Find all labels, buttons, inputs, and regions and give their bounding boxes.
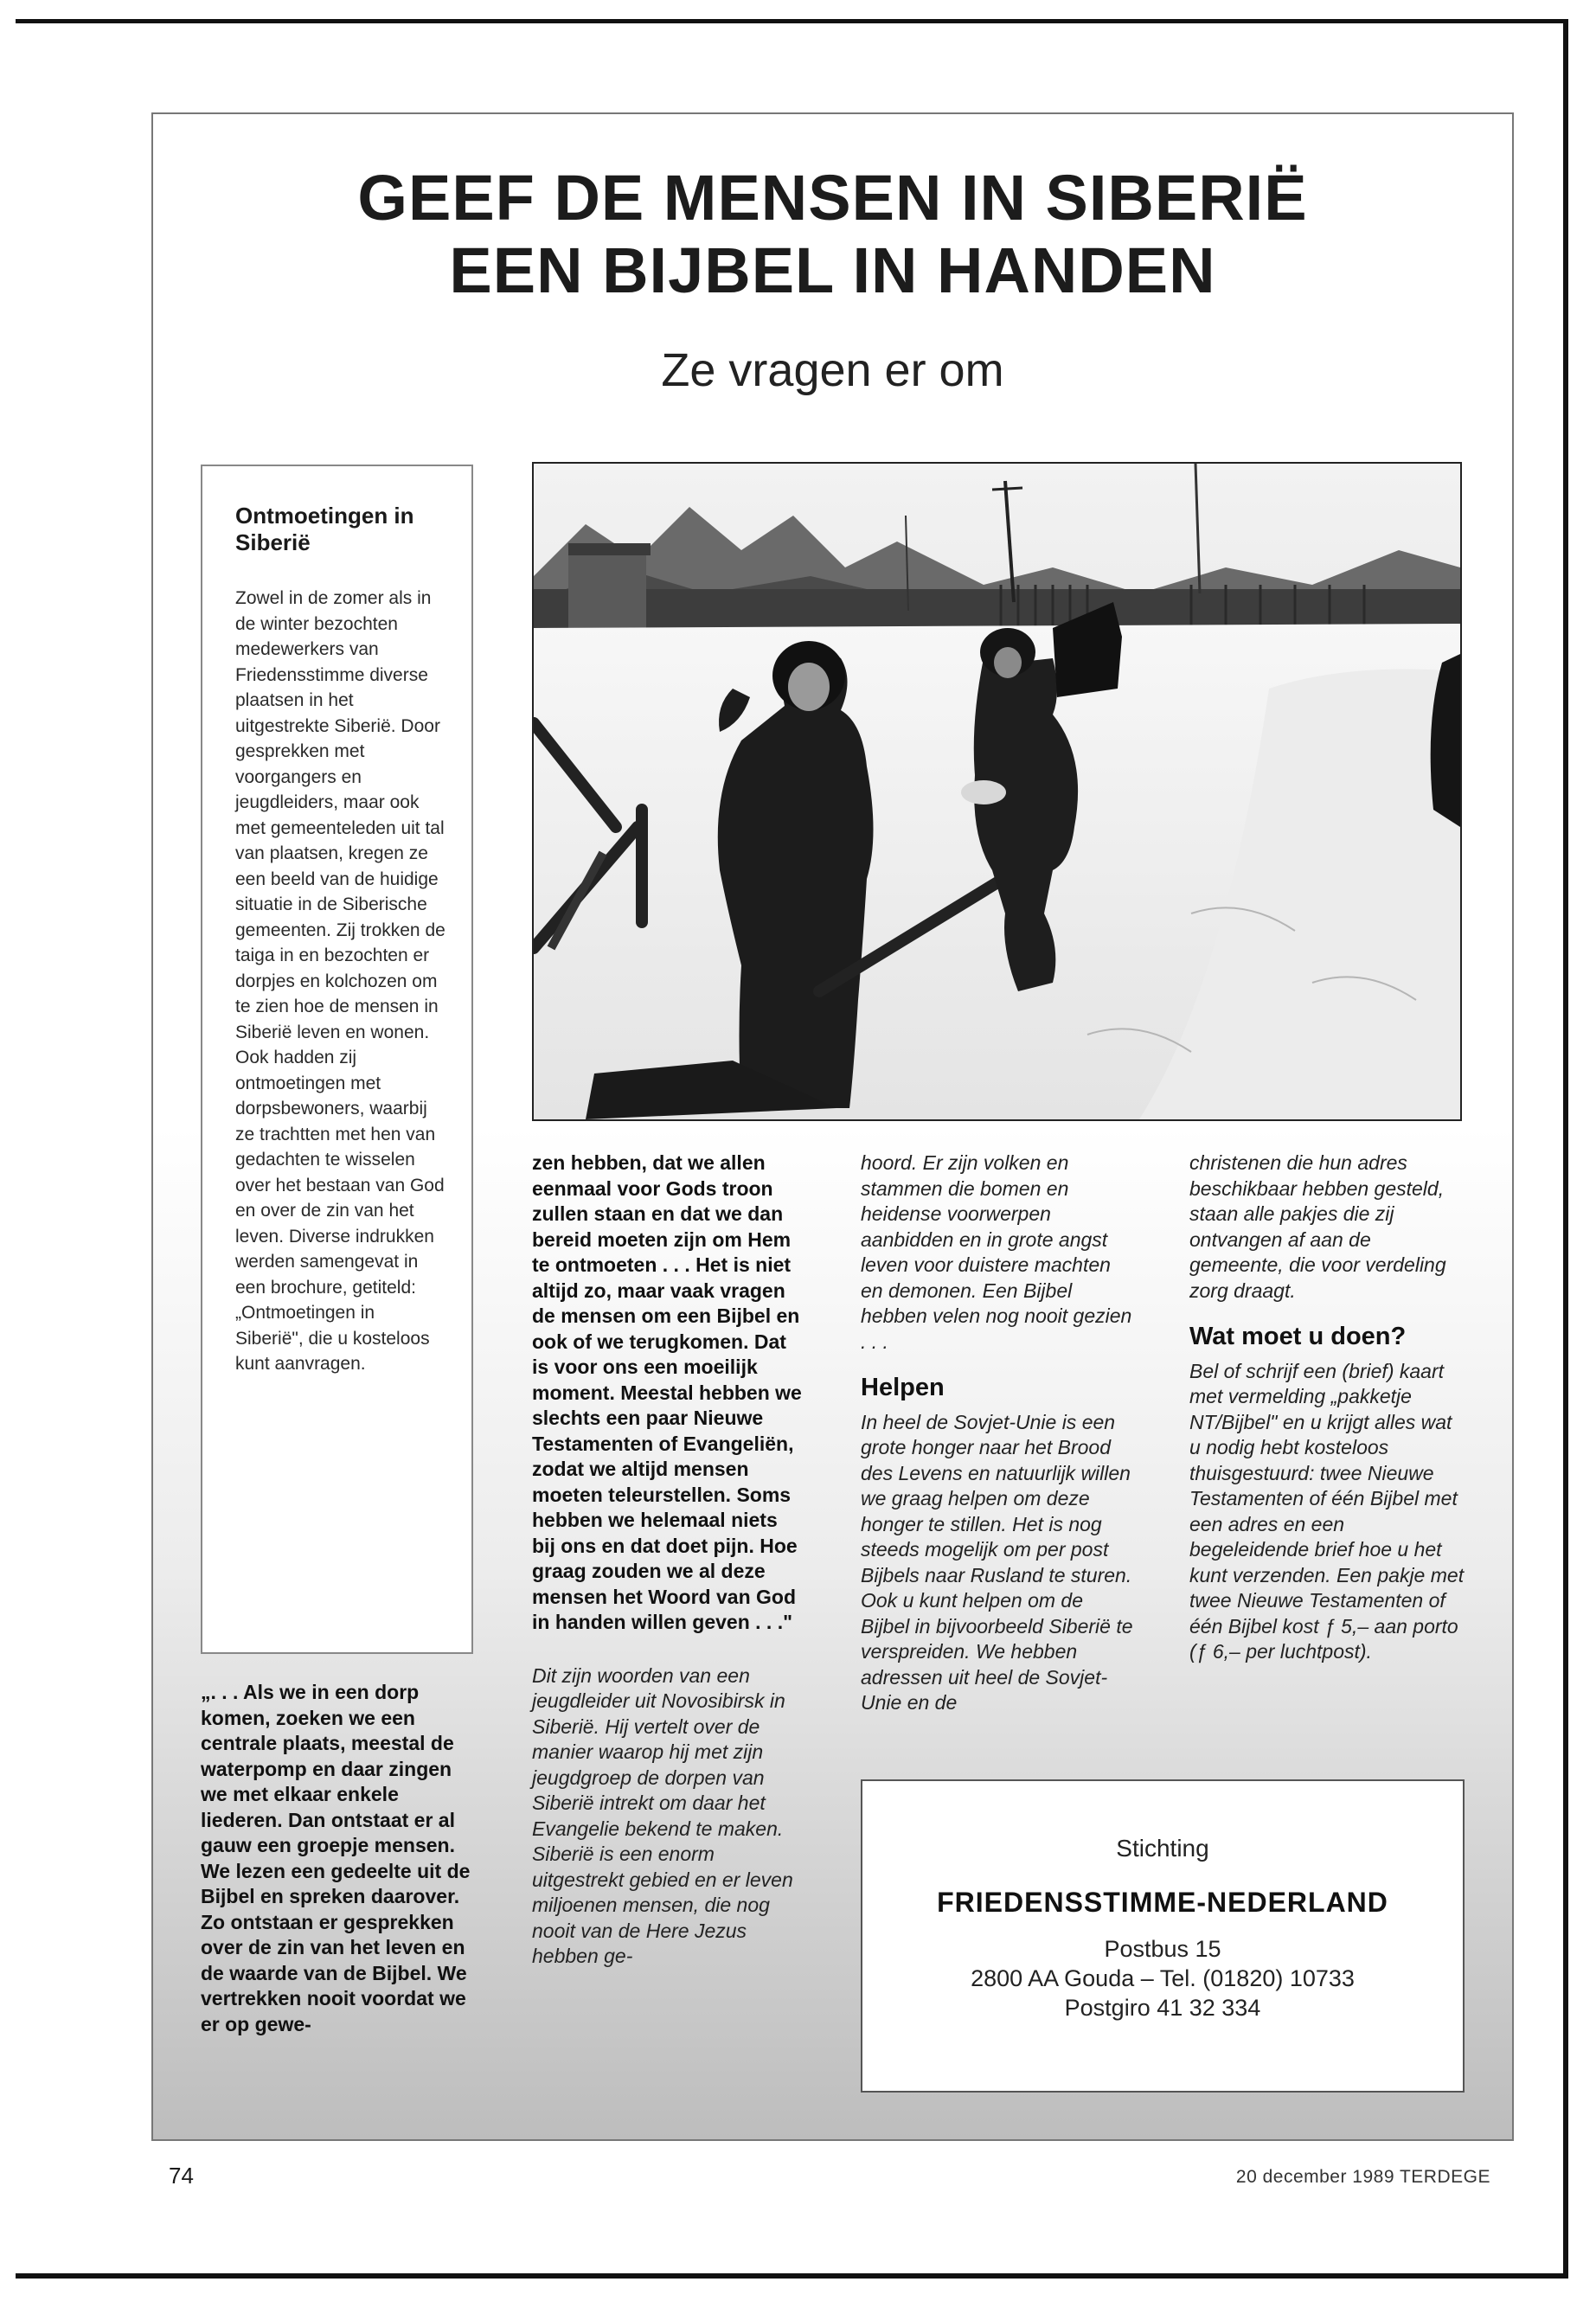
article-frame <box>151 112 1514 2141</box>
headline-line-1: GEEF DE MENSEN IN SIBERIË <box>357 162 1308 234</box>
address-org-name: FRIEDENSSTIMME-NEDERLAND <box>937 1887 1388 1918</box>
intro-italic: Dit zijn woorden van een jeugdleider uit Novosibirsk in Siberië. Hij vertelt over de manier waarop hij met zijn jeugdgroep de dorpen van Siberië intrekt om daar het Evangelie bekend te maken. Siberië is een enorm uitgestrekt gebied en er leven miljoenen mensen, die nog nooit van de Here Jezus hebben ge- <box>532 1663 793 1967</box>
sidebar-title: Ontmoetingen in Siberië <box>235 503 414 555</box>
quote-part-2: zen hebben, dat we allen eenmaal voor Gods troon zullen staan en dat we dan bereid moeten zijn om Hem te ontmoeten . . . Het is niet altijd zo, maar vaak vragen de mensen om een Bijbel en ook of we terugkomen. Dat is voor ons een moeilijk moment. Meestal hebben we slechts een paar Nieuwe Testamenten of Evangeliën, zodat we altijd mensen moeten teleurstellen. Soms hebben we helemaal niets bij ons en dat doet pijn. Hoe graag zouden we al deze mensen het Woord van God in handen willen geven . . ." <box>532 1151 802 1633</box>
headline <box>153 162 1512 307</box>
helpen-body: In heel de Sovjet-Unie is een grote honger naar het Brood des Levens en natuurlijk willen we graag helpen om deze honger te stillen. Het is nog steeds mogelijk om per post Bijbels naar Rusland te sturen. Ook u kunt helpen om de Bijbel in bijvoorbeeld Siberië te verspreiden. We hebben adressen uit heel de Sovjet-Unie en de <box>861 1410 1133 1714</box>
photo-children-in-snow <box>532 462 1462 1121</box>
headline-line-2: EEN BIJBEL IN HANDEN <box>449 234 1216 306</box>
page-number: 74 <box>169 2163 194 2189</box>
address-stichting: Stichting <box>1116 1835 1209 1862</box>
quote-part-1: „. . . Als we in een dorp komen, zoeken we een centrale plaats, meestal de waterpomp en daar zingen we met elkaar enkele liederen. Dan ontstaat er al gauw een groepje mensen. We lezen een gedeelte uit de Bijbel en spreken daarover. Zo ontstaan er gesprekken over de zin van het leven en de waarde van de Bijbel. We vertrekken nooit voordat we er op gewe- <box>201 1681 471 2035</box>
column-4-top: christenen die hun adres beschikbaar hebben gesteld, staan alle pakjes die zij ontvangen af aan de gemeente, die voor verdeling zorg draagt. <box>1189 1151 1446 1302</box>
publication-line: 20 december 1989 TERDEGE <box>1235 2167 1490 2187</box>
heading-helpen: Helpen <box>861 1374 945 1401</box>
address-postbus: Postbus 15 <box>1104 1936 1221 1962</box>
sidebar-box <box>201 465 473 1654</box>
action-body: Bel of schrijf een (brief) kaart met vermelding „pakketje NT/Bijbel" en u krijgt alles wat u nodig hebt kosteloos thuisgestuurd: twee Nieuwe Testamenten of één Bijbel met een adres en een begeleidende brief hoe u het kunt verzenden. Een pakje met twee Nieuwe Testamenten of één Bijbel kost ƒ 5,– aan porto (ƒ 6,– per luchtpost). <box>1189 1359 1465 1663</box>
address-city-tel: 2800 AA Gouda – Tel. (01820) 10733 <box>971 1965 1355 1991</box>
column-2 <box>532 1150 802 1970</box>
column-3-top: hoord. Er zijn volken en stammen die bomen en heidense voorwerpen aanbidden en in grote angst leven voor duistere machten en demonen. Een Bijbel hebben velen nog nooit gezien . . . <box>861 1151 1132 1353</box>
address-box <box>861 1779 1465 2093</box>
subheadline: Ze vragen er om <box>661 344 1004 396</box>
address-giro: Postgiro 41 32 334 <box>1064 1995 1261 2021</box>
column-4 <box>1189 1150 1465 1665</box>
column-3 <box>861 1150 1136 1716</box>
heading-wat-moet-u-doen: Wat moet u doen? <box>1189 1323 1407 1350</box>
sidebar-body: Zowel in de zomer als in de winter bezochten medewerkers van Friedensstimme diverse plaatsen in het uitgestrekte Siberië. Door gesprekken met voorgangers en jeugdleiders, maar ook met gemeenteleden uit tal van plaatsen, kregen ze een beeld van de huidige situatie in de Siberische gemeenten. Zij trokken de taiga in en bezochten er dorpjes en kolchozen om te zien hoe de mensen in Siberië leven en wonen. Ook hadden zij ontmoetingen met dorpsbewoners, waarbij ze trachtten met hen van gedachten te wisselen over het bestaan van God en over de zin van het leven. Diverse indrukken werden samengevat in een brochure, getiteld: „Ontmoetingen in Siberië", die u kosteloos kunt aanvragen. <box>235 588 445 1374</box>
